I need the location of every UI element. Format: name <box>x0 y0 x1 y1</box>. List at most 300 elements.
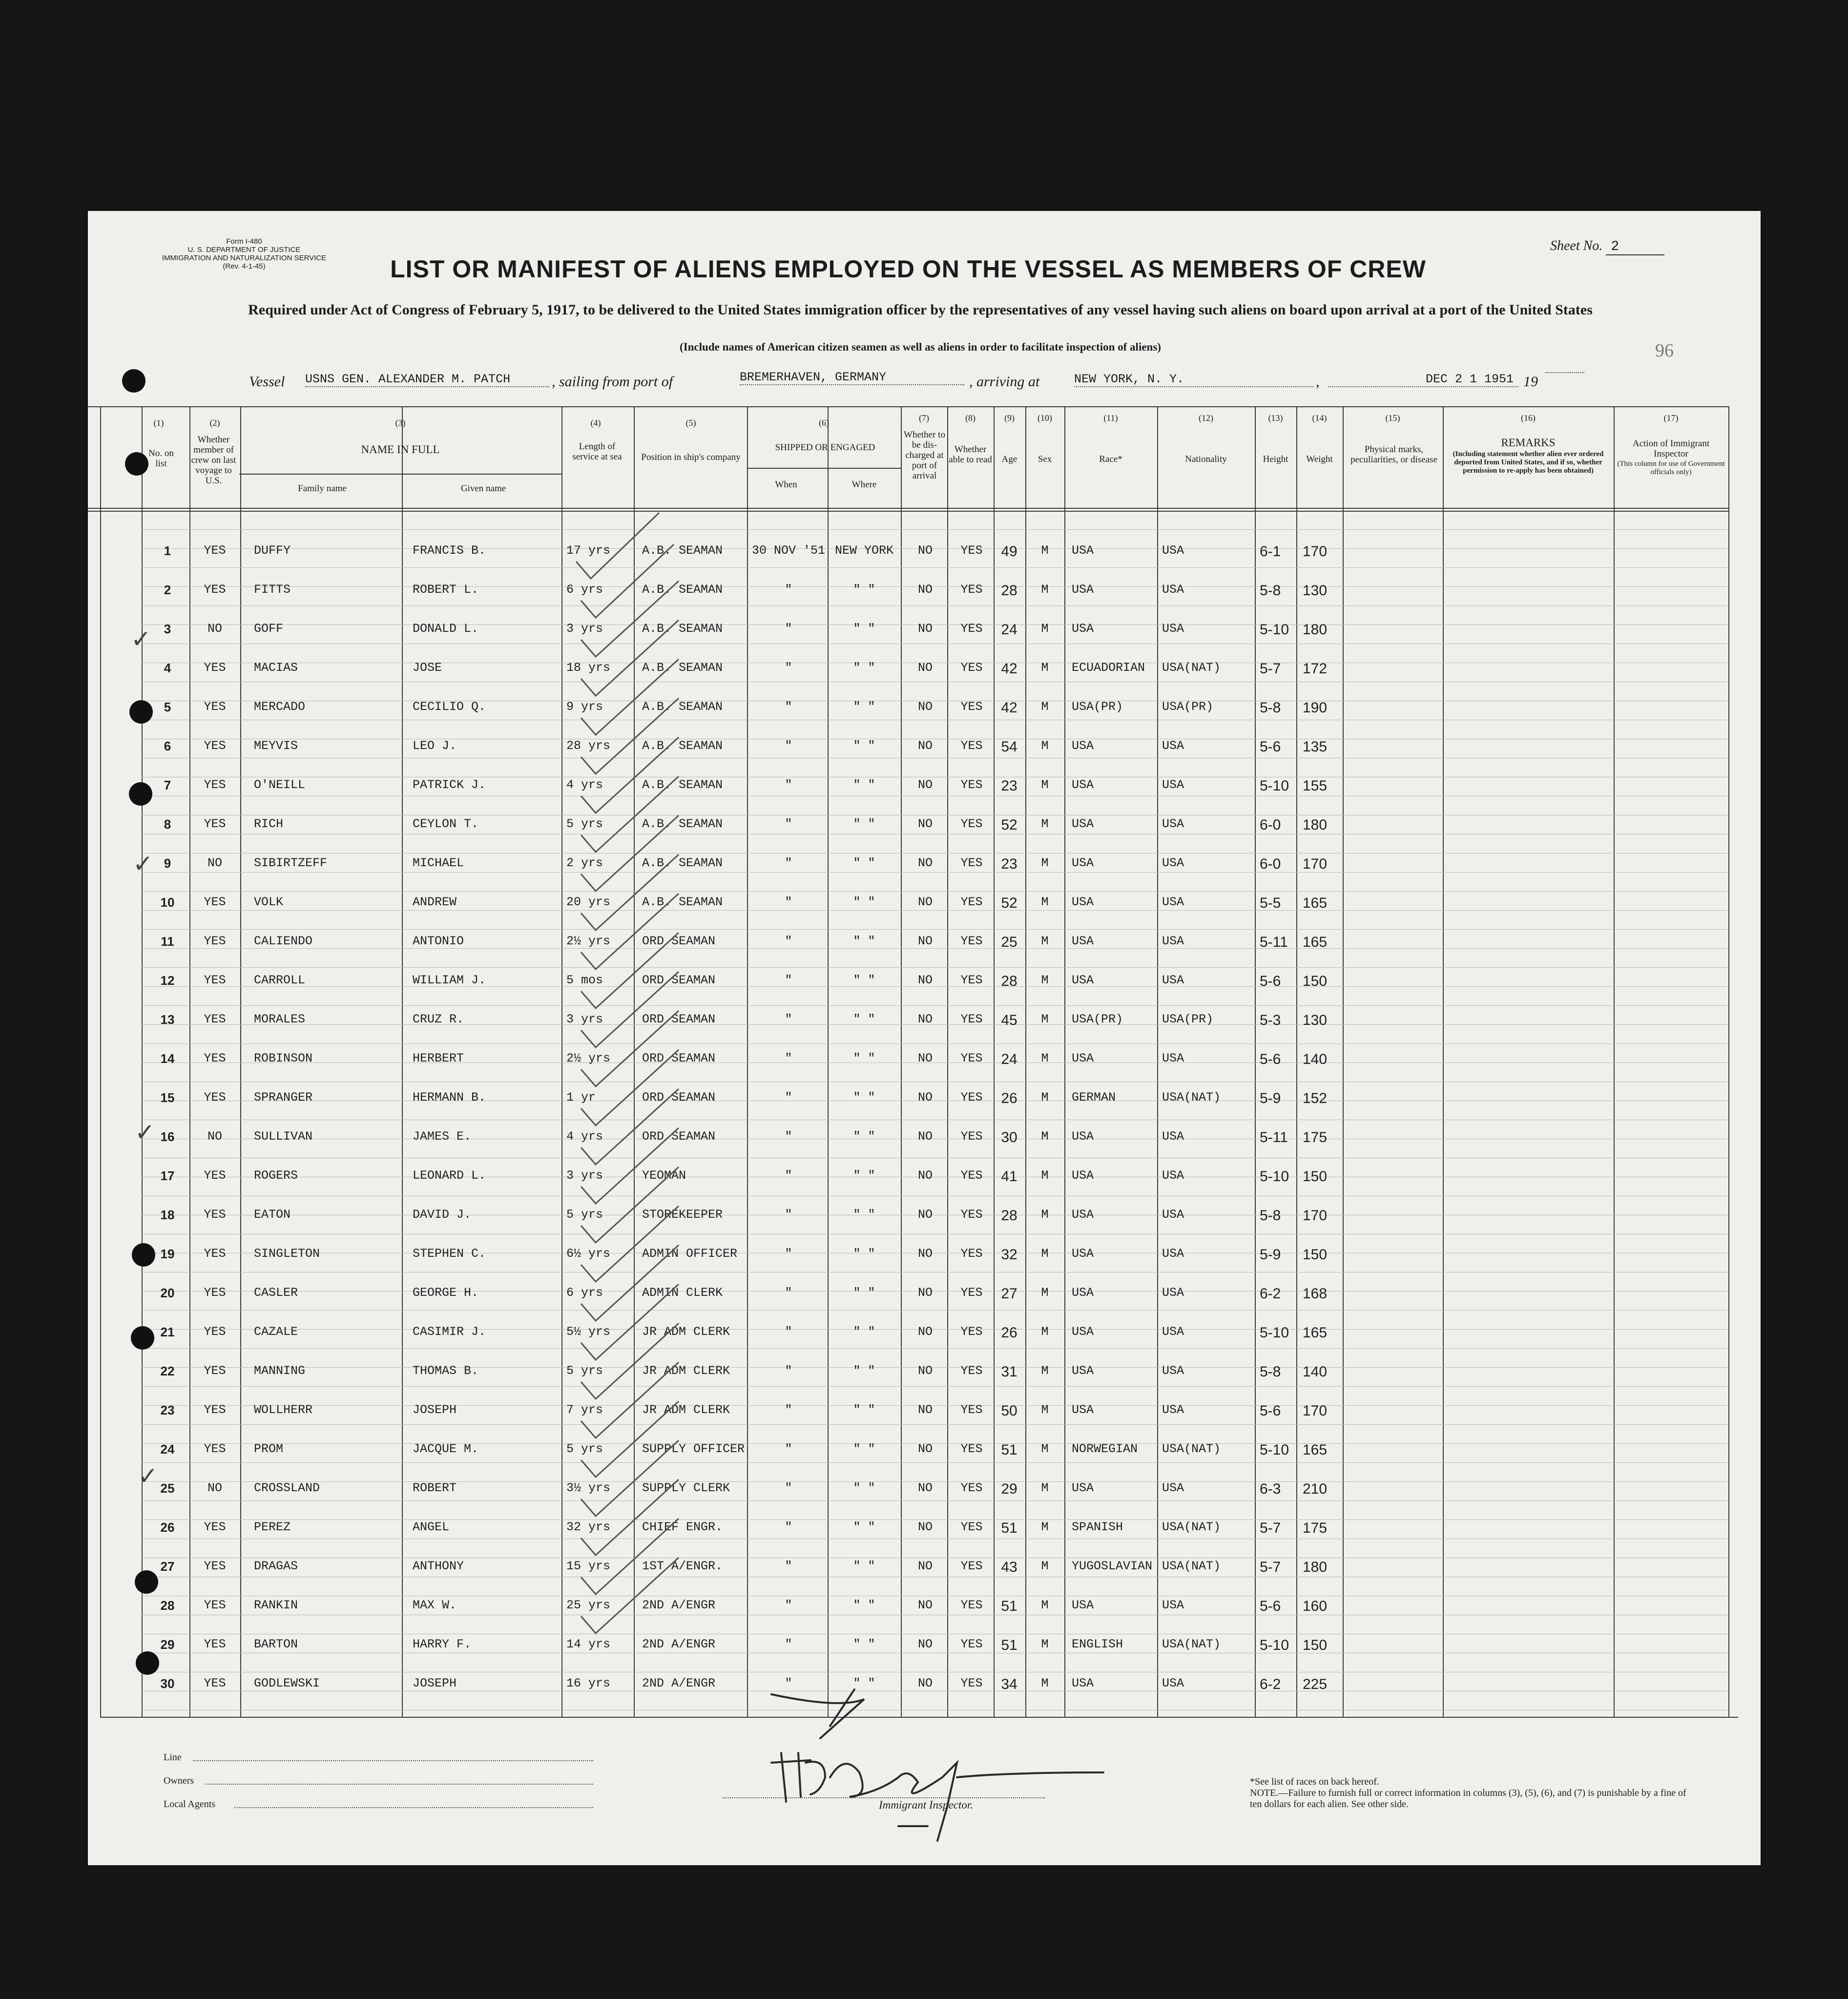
weight: 150 <box>1303 1247 1328 1263</box>
shipped-when: " <box>785 856 792 870</box>
length-of-service: 2 yrs <box>566 856 603 870</box>
race: SPANISH <box>1072 1520 1123 1534</box>
sex: M <box>1041 817 1049 831</box>
punch-hole <box>129 782 152 806</box>
column-border <box>947 406 948 1718</box>
nationality: USA <box>1162 1481 1184 1495</box>
age: 32 <box>1001 1247 1017 1263</box>
sex: M <box>1041 583 1049 597</box>
nationality: USA(PR) <box>1162 1012 1214 1026</box>
page-subtitle: Required under Act of Congress of February 5, 1917, to be delivered to the United States immigration officer by the representatives of any vessel having such aliens on board upon arrival at a port of the United States <box>248 302 1593 318</box>
previous-voyage: YES <box>204 1676 226 1690</box>
race: USA(PR) <box>1072 1012 1123 1026</box>
ruled-line <box>142 872 1728 873</box>
shipped-when: " <box>785 622 792 636</box>
col17-header: Action of Immigrant Inspector <box>1632 438 1710 459</box>
previous-voyage: YES <box>204 661 226 675</box>
discharged: NO <box>917 1286 933 1300</box>
column-border <box>142 406 143 1718</box>
column-border <box>1343 406 1344 1718</box>
shipped-when: " <box>785 1481 792 1495</box>
shipped-where: " " <box>853 1481 875 1495</box>
revision-date: (Rev. 4-1-45) <box>223 262 266 271</box>
crew-number: 22 <box>160 1364 175 1378</box>
sex: M <box>1041 1208 1049 1222</box>
nationality: USA <box>1162 583 1184 597</box>
col8-header: Whether able to read <box>949 444 992 465</box>
crew-number: 2 <box>164 583 171 597</box>
shipped-when: " <box>785 817 792 831</box>
discharged: NO <box>917 1012 933 1026</box>
height: 5-10 <box>1260 1325 1289 1341</box>
sex: M <box>1041 856 1049 870</box>
nationality: USA <box>1162 1403 1184 1417</box>
length-of-service: 3 yrs <box>566 622 603 636</box>
age: 51 <box>1001 1442 1017 1458</box>
family-name: O'NEILL <box>254 778 306 792</box>
shipped-when: " <box>785 1364 792 1378</box>
crew-number: 13 <box>160 1012 175 1027</box>
discharged: NO <box>917 1520 933 1534</box>
arrival-date: DEC 2 1 1951 <box>1328 372 1518 387</box>
previous-voyage: YES <box>204 1325 226 1339</box>
position: 1ST A/ENGR. <box>642 1559 723 1573</box>
inspector-signature <box>752 1680 1133 1855</box>
family-name: GODLEWSKI <box>254 1676 320 1690</box>
height: 5-9 <box>1260 1090 1281 1106</box>
position: A.B. SEAMAN <box>642 739 723 753</box>
shipped-where: " " <box>853 934 875 948</box>
shipped-where: " " <box>853 1325 875 1339</box>
race: USA <box>1072 1168 1094 1183</box>
family-name: RANKIN <box>254 1598 298 1612</box>
weight: 140 <box>1303 1051 1328 1067</box>
weight: 165 <box>1303 1442 1328 1458</box>
race: NORWEGIAN <box>1072 1442 1138 1456</box>
line-label: Line <box>164 1752 182 1763</box>
page-title: LIST OR MANIFEST OF ALIENS EMPLOYED ON THE VESSEL AS MEMBERS OF CREW <box>390 255 1426 283</box>
shipped-when: " <box>785 1598 792 1612</box>
given-name: WILLIAM J. <box>413 973 486 987</box>
sex: M <box>1041 1129 1049 1144</box>
crew-number: 16 <box>160 1129 175 1144</box>
shipped-where: " " <box>853 1598 875 1612</box>
crew-number: 23 <box>160 1403 175 1417</box>
family-name: VOLK <box>254 895 284 909</box>
family-name: CALIENDO <box>254 934 313 948</box>
weight: 175 <box>1303 1520 1328 1536</box>
nationality: USA <box>1162 778 1184 792</box>
family-name: EATON <box>254 1208 291 1222</box>
nationality: USA <box>1162 1325 1184 1339</box>
given-name: DAVID J. <box>413 1208 472 1222</box>
shipped-where: " " <box>853 778 875 792</box>
shipped-when: " <box>785 1637 792 1651</box>
position: ADMIN CLERK <box>642 1286 723 1300</box>
previous-voyage: NO <box>207 856 222 870</box>
sheet-number <box>1550 238 1664 255</box>
length-of-service: 5 mos <box>566 973 603 987</box>
shipped-when: " <box>785 661 792 675</box>
previous-voyage: YES <box>204 934 226 948</box>
given-name: LEO J. <box>413 739 457 753</box>
able-to-read: YES <box>960 1442 983 1456</box>
given-name: ROBERT L. <box>413 583 479 597</box>
sex: M <box>1041 778 1049 792</box>
discharged: NO <box>917 1168 933 1183</box>
given-name: THOMAS B. <box>413 1364 479 1378</box>
column-border <box>1614 406 1615 1718</box>
height: 5-10 <box>1260 778 1289 794</box>
height: 5-10 <box>1260 1637 1289 1653</box>
shipped-where: " " <box>853 1286 875 1300</box>
ruled-line <box>142 853 1728 854</box>
family-name: CARROLL <box>254 973 306 987</box>
column-border <box>1296 406 1297 1718</box>
position: 2ND A/ENGR <box>642 1676 716 1690</box>
sex: M <box>1041 1559 1049 1573</box>
shipped-when: " <box>785 739 792 753</box>
sex: M <box>1041 1364 1049 1378</box>
family-name: SPRANGER <box>254 1090 313 1104</box>
crew-number: 10 <box>160 895 175 910</box>
nationality: USA <box>1162 973 1184 987</box>
discharged: NO <box>917 1325 933 1339</box>
previous-voyage: YES <box>204 817 226 831</box>
immigrant-inspector-label: Immigrant Inspector. <box>879 1799 973 1811</box>
nationality: USA <box>1162 1129 1184 1144</box>
shipped-when: " <box>785 1012 792 1026</box>
col16-subheader: (Including statement whether alien ever ordered deported from United States, and if so, whether permission to re-apply has been obtained) <box>1453 450 1604 475</box>
shipped-when: " <box>785 895 792 909</box>
discharged: NO <box>917 1559 933 1573</box>
column-border <box>1728 406 1729 1718</box>
age: 41 <box>1001 1168 1017 1185</box>
sex: M <box>1041 739 1049 753</box>
position: A.B. SEAMAN <box>642 778 723 792</box>
sex: M <box>1041 1168 1049 1183</box>
given-name: FRANCIS B. <box>413 543 486 558</box>
family-name: CASLER <box>254 1286 298 1300</box>
age: 23 <box>1001 856 1017 872</box>
col2-number: (2) <box>209 418 220 428</box>
length-of-service: 2½ yrs <box>566 934 611 948</box>
column-border <box>1255 406 1256 1718</box>
form-number: Form I-480 <box>226 237 262 246</box>
previous-voyage: YES <box>204 895 226 909</box>
previous-voyage: YES <box>204 1051 226 1065</box>
page-stamp: 96 <box>1655 340 1674 361</box>
position: ORD SEAMAN <box>642 1090 716 1104</box>
col14-number: (14) <box>1312 413 1327 423</box>
previous-voyage: YES <box>204 739 226 753</box>
crew-number: 8 <box>164 817 171 832</box>
include-note: (Include names of American citizen seamen as well as aliens in order to facilitate inspection of aliens) <box>680 341 1161 353</box>
given-name: JOSE <box>413 661 442 675</box>
previous-voyage: YES <box>204 543 226 558</box>
age: 51 <box>1001 1637 1017 1653</box>
shipped-where: " " <box>853 1676 875 1690</box>
col7-number: (7) <box>919 413 929 423</box>
family-name: SIBIRTZEFF <box>254 856 328 870</box>
able-to-read: YES <box>960 1520 983 1534</box>
family-name: MACIAS <box>254 661 298 675</box>
length-of-service: 7 yrs <box>566 1403 603 1417</box>
col9-header: Age <box>1001 454 1017 464</box>
sex: M <box>1041 1442 1049 1456</box>
able-to-read: YES <box>960 583 983 597</box>
race: USA <box>1072 1364 1094 1378</box>
punch-hole <box>136 1651 159 1675</box>
col17-number: (17) <box>1663 413 1679 423</box>
nationality: USA <box>1162 1247 1184 1261</box>
shipped-when: " <box>785 1168 792 1183</box>
height: 5-11 <box>1260 1129 1288 1145</box>
age: 28 <box>1001 1208 1017 1224</box>
table-top-border <box>88 406 1729 407</box>
discharged: NO <box>917 700 933 714</box>
length-of-service: 3½ yrs <box>566 1481 611 1495</box>
height: 5-10 <box>1260 1442 1289 1458</box>
col15-number: (15) <box>1385 413 1400 423</box>
weight: 155 <box>1303 778 1328 794</box>
length-of-service: 4 yrs <box>566 1129 603 1144</box>
weight: 180 <box>1303 622 1328 638</box>
race: USA <box>1072 1051 1094 1065</box>
weight: 165 <box>1303 934 1328 950</box>
crew-number: 5 <box>164 700 171 714</box>
penalty-note: NOTE.—Failure to furnish full or correct information in columns (3), (5), (6), and (7) is punishable by a fine of ten dollars for each alien. See other side. <box>1250 1788 1686 1810</box>
given-name: PATRICK J. <box>413 778 486 792</box>
family-name: FITTS <box>254 583 291 597</box>
shipped-where: " " <box>853 973 875 987</box>
family-name-header: Family name <box>298 483 347 494</box>
ruled-line <box>142 1310 1728 1311</box>
sex: M <box>1041 622 1049 636</box>
column-border <box>901 406 902 1718</box>
punch-hole <box>129 700 153 724</box>
crew-number: 6 <box>164 739 171 753</box>
able-to-read: YES <box>960 934 983 948</box>
ruled-line <box>142 891 1728 892</box>
able-to-read: YES <box>960 1051 983 1065</box>
previous-voyage: YES <box>204 1364 226 1378</box>
check-mark: ✓ <box>133 850 153 878</box>
crew-number: 25 <box>160 1481 175 1496</box>
nationality: USA(NAT) <box>1162 1442 1221 1456</box>
previous-voyage: YES <box>204 1286 226 1300</box>
weight: 170 <box>1303 1208 1328 1224</box>
crew-number: 30 <box>160 1676 175 1691</box>
nationality: USA <box>1162 1598 1184 1612</box>
race: USA <box>1072 973 1094 987</box>
col1-header: No. on list <box>148 448 174 469</box>
race: USA <box>1072 1676 1094 1690</box>
column-border <box>189 406 190 1718</box>
able-to-read: YES <box>960 1208 983 1222</box>
age: 24 <box>1001 622 1017 638</box>
previous-voyage: NO <box>207 1481 222 1495</box>
given-name: JOSEPH <box>413 1676 457 1690</box>
sex: M <box>1041 1090 1049 1104</box>
shipped-when: " <box>785 700 792 714</box>
race: ECUADORIAN <box>1072 661 1145 675</box>
col17-subheader: (This column for use of Government officials only) <box>1617 460 1725 476</box>
races-note: *See list of races on back hereof. <box>1250 1776 1379 1787</box>
weight: 150 <box>1303 1168 1328 1185</box>
given-name: CECILIO Q. <box>413 700 486 714</box>
nationality: USA <box>1162 1676 1184 1690</box>
race: USA <box>1072 778 1094 792</box>
position: A.B. SEAMAN <box>642 661 723 675</box>
height: 5-8 <box>1260 583 1281 599</box>
sex: M <box>1041 1247 1049 1261</box>
shipped-where: " " <box>853 1051 875 1065</box>
weight: 130 <box>1303 1012 1328 1028</box>
shipped-when: " <box>785 1559 792 1573</box>
position: 2ND A/ENGR <box>642 1598 716 1612</box>
shipped-where: " " <box>853 1520 875 1534</box>
family-name: MANNING <box>254 1364 306 1378</box>
position: ADMIN OFFICER <box>642 1247 738 1261</box>
race: USA <box>1072 1481 1094 1495</box>
previous-voyage: YES <box>204 1442 226 1456</box>
crew-number: 4 <box>164 661 171 675</box>
given-name: ROBERT <box>413 1481 457 1495</box>
weight: 150 <box>1303 1637 1328 1653</box>
length-of-service: 16 yrs <box>566 1676 611 1690</box>
previous-voyage: NO <box>207 1129 222 1144</box>
crew-number: 26 <box>160 1520 175 1535</box>
weight: 170 <box>1303 543 1328 560</box>
sex: M <box>1041 661 1049 675</box>
nationality: USA <box>1162 739 1184 753</box>
discharged: NO <box>917 1208 933 1222</box>
length-of-service: 28 yrs <box>566 739 611 753</box>
position: A.B. SEAMAN <box>642 817 723 831</box>
discharged: NO <box>917 856 933 870</box>
weight: 152 <box>1303 1090 1328 1106</box>
shipped-when: " <box>785 973 792 987</box>
age: 27 <box>1001 1286 1017 1302</box>
col15-header: Physical marks, peculiarities, or disease <box>1350 444 1437 465</box>
height: 5-6 <box>1260 739 1281 755</box>
discharged: NO <box>917 739 933 753</box>
ruled-line <box>142 1348 1728 1349</box>
able-to-read: YES <box>960 1286 983 1300</box>
able-to-read: YES <box>960 661 983 675</box>
height: 5-6 <box>1260 1051 1281 1067</box>
nationality: USA(NAT) <box>1162 661 1221 675</box>
punch-hole <box>135 1570 158 1594</box>
family-name: MERCADO <box>254 700 306 714</box>
crew-number: 15 <box>160 1090 175 1105</box>
height: 6-3 <box>1260 1481 1281 1497</box>
discharged: NO <box>917 1090 933 1104</box>
length-of-service: 5 yrs <box>566 817 603 831</box>
col16-header: REMARKS <box>1501 437 1556 449</box>
col10-number: (10) <box>1038 413 1052 423</box>
able-to-read: YES <box>960 1012 983 1026</box>
race: USA <box>1072 817 1094 831</box>
col12-number: (12) <box>1199 413 1213 423</box>
nationality: USA <box>1162 1168 1184 1183</box>
ruled-line <box>142 1386 1728 1387</box>
shipped-where: " " <box>853 700 875 714</box>
race: USA <box>1072 543 1094 558</box>
age: 25 <box>1001 934 1017 950</box>
column-border <box>1064 406 1065 1718</box>
family-name: RICH <box>254 817 284 831</box>
previous-voyage: YES <box>204 1520 226 1534</box>
position: A.B. SEAMAN <box>642 622 723 636</box>
able-to-read: YES <box>960 895 983 909</box>
weight: 210 <box>1303 1481 1328 1497</box>
able-to-read: YES <box>960 1598 983 1612</box>
col3-header: NAME IN FULL <box>361 443 440 456</box>
ruled-line <box>142 1005 1728 1006</box>
discharged: NO <box>917 1403 933 1417</box>
crew-number: 27 <box>160 1559 175 1574</box>
weight: 180 <box>1303 817 1328 833</box>
length-of-service: 4 yrs <box>566 778 603 792</box>
race: USA <box>1072 895 1094 909</box>
column-border <box>1157 406 1158 1718</box>
col9-number: (9) <box>1004 413 1015 423</box>
discharged: NO <box>917 1481 933 1495</box>
able-to-read: YES <box>960 778 983 792</box>
nationality: USA <box>1162 817 1184 831</box>
position: 2ND A/ENGR <box>642 1637 716 1651</box>
col1-number: (1) <box>153 418 164 428</box>
shipped-when: " <box>785 583 792 597</box>
previous-voyage: YES <box>204 1559 226 1573</box>
col5-header: Position in ship's company <box>641 452 741 462</box>
shipped-when: " <box>785 1208 792 1222</box>
discharged: NO <box>917 1129 933 1144</box>
nationality: USA <box>1162 1364 1184 1378</box>
discharged: NO <box>917 1247 933 1261</box>
column-border <box>1443 406 1444 1718</box>
given-name: LEONARD L. <box>413 1168 486 1183</box>
race: USA <box>1072 934 1094 948</box>
owners-label: Owners <box>164 1775 194 1786</box>
sex: M <box>1041 1598 1049 1612</box>
family-name: SINGLETON <box>254 1247 320 1261</box>
ruled-line <box>142 1462 1728 1463</box>
able-to-read: YES <box>960 1168 983 1183</box>
column-border <box>240 406 241 1718</box>
length-of-service: 5½ yrs <box>566 1325 611 1339</box>
crew-number: 17 <box>160 1168 175 1183</box>
sex: M <box>1041 1637 1049 1651</box>
family-name: WOLLHERR <box>254 1403 313 1417</box>
length-of-service: 25 yrs <box>566 1598 611 1612</box>
height: 6-2 <box>1260 1676 1281 1692</box>
arrival-port: NEW YORK, N. Y. <box>1074 372 1313 387</box>
able-to-read: YES <box>960 973 983 987</box>
col6-number: (6) <box>819 418 829 428</box>
able-to-read: YES <box>960 1129 983 1144</box>
discharged: NO <box>917 1051 933 1065</box>
crew-number: 24 <box>160 1442 175 1457</box>
family-name: MEYVIS <box>254 739 298 753</box>
shipped-where: " " <box>853 1403 875 1417</box>
given-name: MAX W. <box>413 1598 457 1612</box>
shipped-where: NEW YORK <box>834 543 894 558</box>
race: GERMAN <box>1072 1090 1116 1104</box>
height: 6-2 <box>1260 1286 1281 1302</box>
